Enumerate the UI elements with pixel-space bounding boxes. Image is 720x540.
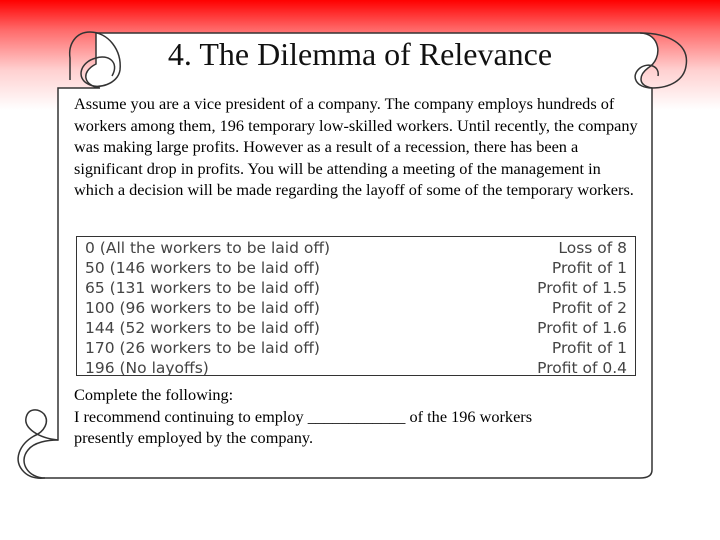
table-row <box>77 358 635 378</box>
complete-line-1: I recommend continuing to employ ____________ of the 196 workers <box>74 406 533 426</box>
option-label: 196 (No layoffs) <box>85 359 209 377</box>
result-label: Profit of 1 <box>551 259 627 277</box>
completion-prompt <box>74 384 644 449</box>
table-row <box>77 278 635 298</box>
scenario-paragraph: Assume you are a vice president of a company. The company employs hundreds of workers among them, 196 temporary low-skilled workers. Until recently, the company was making large profits. However as a result of a recession, there has been a significant drop in profits. You will be attending a meeting of the management in which a decision will be made regarding the layoff of some of the temporary workers. <box>74 94 638 199</box>
result-label: Profit of 2 <box>551 299 627 317</box>
table-row <box>77 238 635 258</box>
slide-title: 4. The Dilemma of Relevance <box>167 36 553 72</box>
result-label: Loss of 8 <box>558 239 627 257</box>
result-label: Profit of 1 <box>551 339 627 357</box>
table-row <box>77 318 635 338</box>
option-label: 50 (146 workers to be laid off) <box>85 259 320 277</box>
options-table <box>76 236 636 376</box>
table-row <box>77 338 635 358</box>
option-label: 144 (52 workers to be laid off) <box>85 319 320 337</box>
complete-heading: Complete the following: <box>74 385 234 404</box>
option-label: 65 (131 workers to be laid off) <box>85 279 320 297</box>
result-label: Profit of 1.6 <box>537 319 627 337</box>
complete-line-2: presently employed by the company. <box>74 428 314 447</box>
option-label: 100 (96 workers to be laid off) <box>85 299 320 317</box>
option-label: 0 (All the workers to be laid off) <box>85 239 331 257</box>
table-row <box>77 298 635 318</box>
result-label: Profit of 1.5 <box>537 279 627 297</box>
result-label: Profit of 0.4 <box>537 359 627 377</box>
table-row <box>77 258 635 278</box>
option-label: 170 (26 workers to be laid off) <box>85 339 320 357</box>
